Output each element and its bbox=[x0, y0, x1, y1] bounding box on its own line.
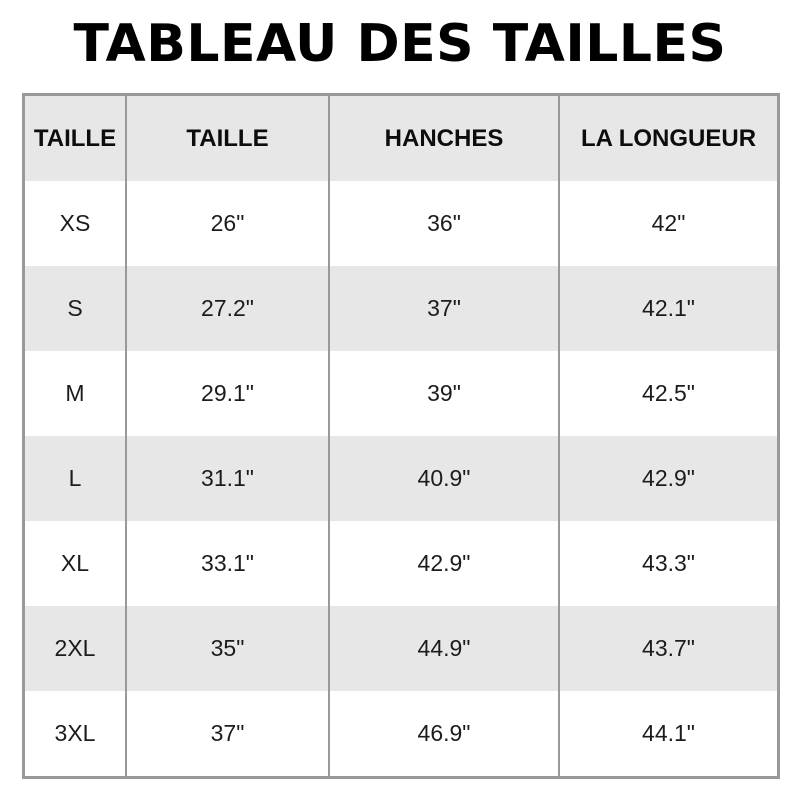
cell-waist: 33.1" bbox=[127, 521, 330, 606]
cell-length: 44.1" bbox=[642, 720, 695, 746]
cell-hips: 42.9" bbox=[330, 521, 560, 606]
cell-size: S bbox=[25, 266, 127, 351]
table-row-xl bbox=[25, 521, 777, 606]
header-cell-length: LA LONGUEUR bbox=[560, 96, 777, 181]
cell-waist: 37" bbox=[127, 691, 330, 776]
cell-waist: 31.1" bbox=[127, 436, 330, 521]
cell-hips: 36" bbox=[330, 181, 560, 266]
table-row-2xl bbox=[25, 606, 777, 691]
header-cell-hips: HANCHES bbox=[330, 96, 560, 181]
cell-size: M bbox=[25, 351, 127, 436]
table-row-3xl bbox=[25, 691, 777, 776]
table-row-m bbox=[25, 351, 777, 436]
cell-waist: 35" bbox=[127, 606, 330, 691]
cell-hips: 40.9" bbox=[330, 436, 560, 521]
cell-length: 42.5" bbox=[642, 380, 695, 406]
cell-waist: 27.2" bbox=[127, 266, 330, 351]
cell-size: XL bbox=[25, 521, 127, 606]
table-row-l bbox=[25, 436, 777, 521]
table-row-s bbox=[25, 266, 777, 351]
header-cell-size: TAILLE bbox=[25, 96, 127, 181]
cell-waist: 26" bbox=[127, 181, 330, 266]
size-chart-table bbox=[22, 93, 780, 779]
cell-hips: 46.9" bbox=[330, 691, 560, 776]
cell-length: 43.7" bbox=[560, 606, 777, 691]
cell-size: L bbox=[25, 436, 127, 521]
cell-length: 43.3" bbox=[642, 550, 695, 576]
cell-waist: 29.1" bbox=[127, 351, 330, 436]
cell-size: 3XL bbox=[25, 691, 127, 776]
cell-size: XS bbox=[25, 181, 127, 266]
table-row-xs bbox=[25, 181, 777, 266]
cell-hips: 44.9" bbox=[330, 606, 560, 691]
cell-length: 42" bbox=[651, 210, 686, 236]
header-cell-waist: TAILLE bbox=[127, 96, 330, 181]
cell-size: 2XL bbox=[25, 606, 127, 691]
page-title: TABLEAU DES TAILLES bbox=[73, 14, 727, 74]
table-header-row bbox=[25, 96, 777, 181]
cell-length: 42.1" bbox=[560, 266, 777, 351]
cell-hips: 37" bbox=[330, 266, 560, 351]
cell-hips: 39" bbox=[330, 351, 560, 436]
cell-length: 42.9" bbox=[560, 436, 777, 521]
